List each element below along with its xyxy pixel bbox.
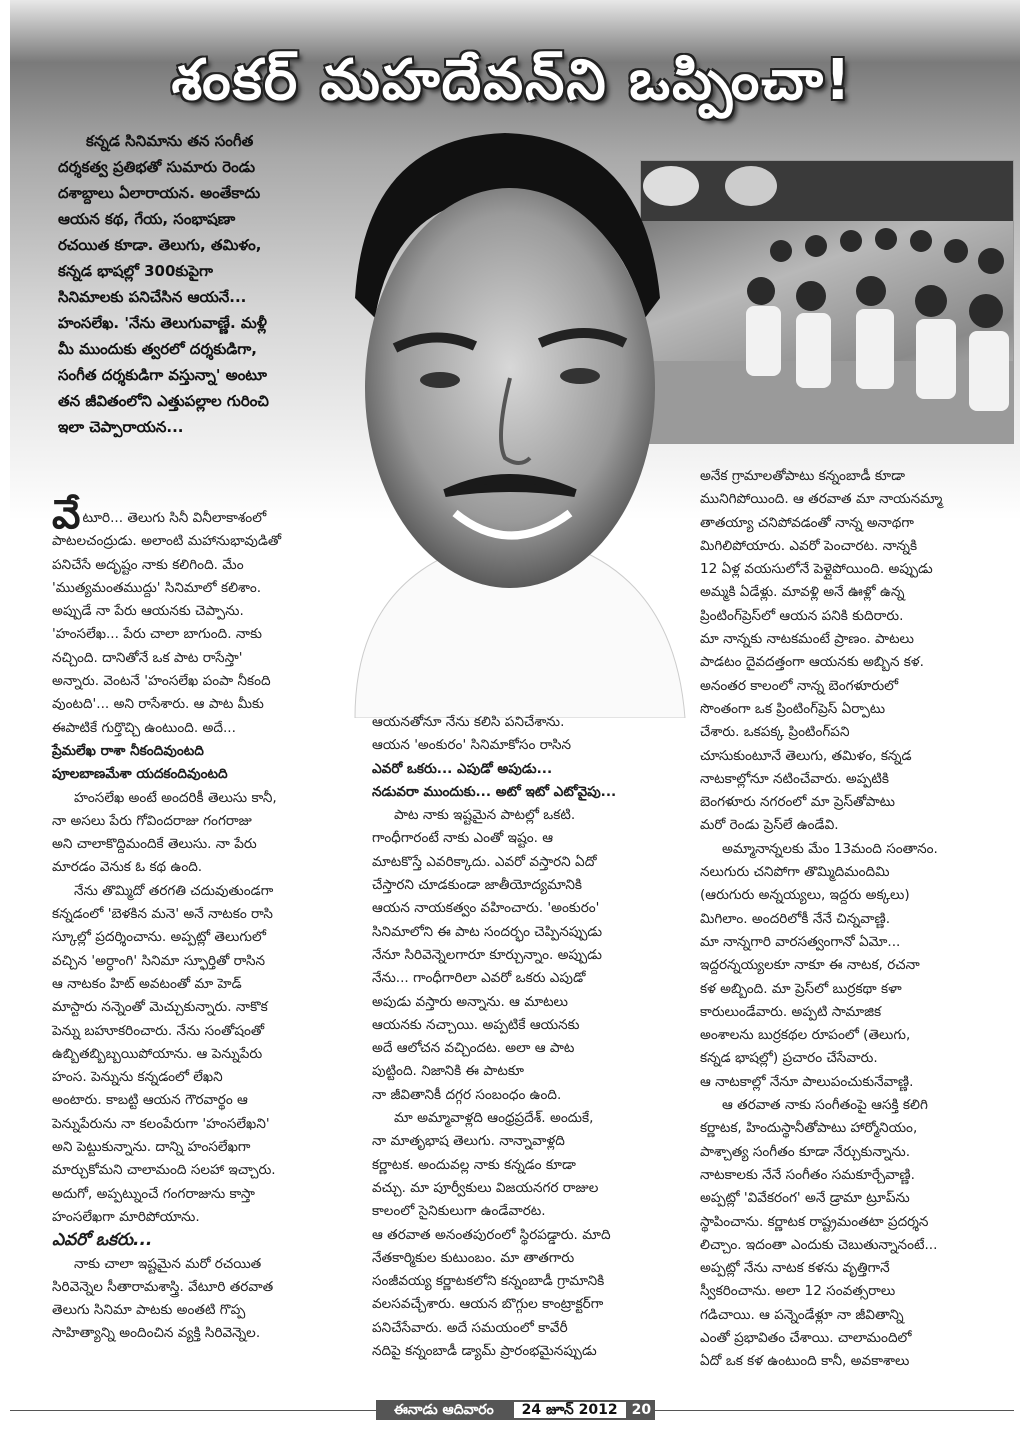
song-lyric-line: పూలబాణమేశా యదకందివుంటది bbox=[52, 766, 228, 783]
text-line: తాతయ్యా చనిపోవడంతో నాన్న అనాథగా bbox=[700, 514, 914, 531]
text-line-rest: టూరి... తెలుగు సినీ వినీలాకాశంలో bbox=[82, 510, 267, 526]
intro-line: కన్నడ సినిమాను తన సంగీత bbox=[86, 132, 254, 150]
article-title: శంకర్ మహదేవన్‌ని ఒప్పించా! bbox=[171, 48, 853, 113]
text-line: అనంతర కాలంలో నాన్న బెంగళూరులో bbox=[700, 677, 899, 694]
text-line: నా అసలు పేరు గోవిందరాజు గంగరాజు bbox=[52, 812, 252, 829]
text-line: కర్ణాటక. అందువల్ల నాకు కన్నడం కూడా bbox=[372, 1156, 576, 1173]
text-line: నేను తొమ్మిదో తరగతి చదువుతుండగా bbox=[74, 882, 274, 899]
text-line: పాడటం దైవదత్తంగా ఆయనకు అబ్బిన కళ. bbox=[700, 654, 924, 671]
intro-line: రచయిత కూడా. తెలుగు, తమిళం, bbox=[58, 236, 262, 254]
song-lyric-line: నడువరా ముందుకు... అటో ఇటో ఎటోవైపు... bbox=[372, 783, 617, 800]
text-line: 'ముత్యమంతముద్దు' సినిమాలో కలిశాం. bbox=[52, 579, 262, 596]
text-line: పాశ్చాత్య సంగీతం కూడా నేర్చుకున్నాను. bbox=[700, 1143, 911, 1160]
text-line: ఆ నాటకాల్లో నేనూ పాలుపంచుకునేవాణ్ణి. bbox=[700, 1073, 914, 1090]
text-line: ప్రింటింగ్‌ప్రెస్‌లో ఆయన పనికి కుదిరారు. bbox=[700, 607, 904, 624]
text-line: ఉబ్బితబ్బిబ్బయిపోయాను. ఆ పెన్నుపేరు bbox=[52, 1045, 263, 1062]
text-line: ఆ నాటకం హిట్ అవటంతో మా హెడ్ bbox=[52, 975, 242, 992]
text-line: చేస్తారని చూడకుండా జాతీయోద్యమానికి bbox=[372, 877, 583, 894]
song-lyric-line: ప్రేమలేఖ రాశా నీకందివుంటది bbox=[52, 742, 204, 759]
text-line: 'హంసలేఖ... పేరు చాలా బాగుంది. నాకు bbox=[52, 626, 262, 643]
text-line: మా అమ్మావాళ్లది ఆంధ్రప్రదేశ్. అందుకే, bbox=[394, 1110, 594, 1127]
text-line: కారులుండేవారు. అప్పటి సామాజిక bbox=[700, 1003, 882, 1020]
text-line: హంసలేఖగా మారిపోయాను. bbox=[52, 1208, 200, 1225]
text-line: అప్పట్లో 'వివేకరంగ' అనే డ్రామా ట్రూప్‌ను bbox=[700, 1190, 910, 1207]
intro-line: దర్శకత్వ ప్రతిభతో సుమారు రెండు bbox=[58, 158, 256, 176]
text-line: పాట నాకు ఇష్టమైన పాటల్లో ఒకటి. bbox=[394, 807, 576, 824]
article-column-2 bbox=[372, 711, 667, 1363]
text-line: ఎంతో ప్రభావితం చేశాయి. చాలామందిలో bbox=[700, 1329, 912, 1346]
text-line: ఆ తరవాత అనంతపురంలో స్థిరపడ్డారు. మాది bbox=[372, 1226, 611, 1243]
group-photo-children bbox=[640, 160, 1014, 444]
drop-cap: వే bbox=[52, 492, 81, 538]
text-line: మార్చుకోమని చాలామంది సలహా ఇచ్చారు. bbox=[52, 1162, 276, 1179]
text-line: పెన్నుపేరును నా కలంపేరుగా 'హంసలేఖని' bbox=[52, 1115, 270, 1132]
text-line: నా మాతృభాష తెలుగు. నాన్నావాళ్లది bbox=[372, 1133, 565, 1150]
text-line: సంజీవయ్య కర్ణాటకలోని కన్నంబాడీ గ్రామానికి bbox=[372, 1273, 605, 1290]
text-line: కళ అబ్బింది. మా ప్రెస్‌లో బుర్రకథా కళా bbox=[700, 980, 902, 997]
intro-line: హంసలేఖ. 'నేను తెలుగువాణ్ణే. మళ్లీ bbox=[58, 314, 267, 332]
text-line: ఆయన నాయకత్వం వహించారు. 'అంకురం' bbox=[372, 900, 600, 917]
text-line: అమ్మానాన్నలకు మేం 13మంది సంతానం. bbox=[722, 840, 938, 857]
text-line: నా జీవితానికీ దగ్గర సంబంధం ఉంది. bbox=[372, 1086, 562, 1103]
text-line: ఆయనకు నచ్చాయి. అప్పటికే ఆయనకు bbox=[372, 1016, 580, 1033]
text-line: నాకు చాలా ఇష్టమైన మరో రచయిత bbox=[74, 1255, 262, 1272]
text-line: అపుడు వస్తారు అన్నాను. ఆ మాటలు bbox=[372, 993, 568, 1010]
portrait-photo-hamsalekha bbox=[315, 118, 695, 718]
footer-date: 24 జూన్ 2012 bbox=[512, 1400, 628, 1420]
intro-line: సంగీత దర్శకుడిగా వస్తున్నా' అంటూ bbox=[58, 366, 267, 384]
text-line: మరో రెండు ప్రెస్‌లే ఉండేవి. bbox=[700, 817, 839, 834]
text-line: పనిచేసే అదృష్టం నాకు కలిగింది. మేం bbox=[52, 556, 244, 573]
text-line: పుట్టింది. నిజానికి ఈ పాటకూ bbox=[372, 1063, 525, 1080]
text-line: కన్నడ భాషల్లో) ప్రచారం చేసేవారు. bbox=[700, 1050, 878, 1067]
text-line: మా నాన్నగారి వారసత్వంగానో ఏమో... bbox=[700, 933, 901, 950]
text-line: సొంతంగా ఒక ప్రింటింగ్‌ప్రెస్ ఏర్పాటు bbox=[700, 700, 886, 717]
text-line: స్కూల్లో ప్రదర్శించాను. అప్పట్లో తెలుగులో bbox=[52, 929, 266, 946]
text-line: హంసలేఖ అంటే అందరికీ తెలుసు కానీ, bbox=[74, 789, 277, 806]
footer-page-number: 20 bbox=[628, 1400, 655, 1420]
text-line: సాహిత్యాన్ని అందించిన వ్యక్తి సిరివెన్నెల. bbox=[52, 1325, 261, 1342]
article-column-3 bbox=[700, 465, 1010, 1374]
article-column-1 bbox=[52, 492, 342, 1346]
text-line: ఆయన 'అంకురం' సినిమాకోసం రాసిన bbox=[372, 737, 572, 754]
text-line: మిగిలిపోయారు. ఎవరో పెంచారట. నాన్నకి bbox=[700, 537, 918, 554]
text-line: చూసుకుంటూనే తెలుగు, తమిళం, కన్నడ bbox=[700, 747, 912, 764]
text-line: తెలుగు సినిమా పాటకు అంతటి గొప్ప bbox=[52, 1302, 246, 1319]
intro-line: తన జీవితంలోని ఎత్తుపల్లాల గురించి bbox=[58, 392, 269, 410]
text-line: వలసవచ్చేశారు. ఆయన బొగ్గుల కాంట్రాక్టర్‌గా bbox=[372, 1296, 604, 1313]
text-line: నేనూ సిరివెన్నెలగారూ కూర్చున్నాం. అప్పుడు bbox=[372, 946, 602, 963]
song-lyric-line: ఎవరో ఒకరు... ఎపుడో అపుడు... bbox=[372, 760, 553, 777]
text-line: ఇద్దరన్నయ్యలకూ నాకూ ఈ నాటక, రచనా bbox=[700, 957, 920, 974]
text-line bbox=[52, 492, 342, 538]
text-line: వచ్చు. మా పూర్వీకులు విజయనగర రాజుల bbox=[372, 1179, 599, 1196]
text-line: కాలంలో సైనికులుగా ఉండేవారట. bbox=[372, 1203, 546, 1220]
text-line: సినిమాలోని ఈ పాట సందర్భం చెప్పినప్పుడు bbox=[372, 923, 603, 940]
text-line: స్థాపించాను. కర్ణాటక రాష్ట్రమంతటా ప్రదర్శన bbox=[700, 1213, 929, 1230]
text-line: మాస్టారు నన్నెంతో మెచ్చుకున్నారు. నాకొక bbox=[52, 999, 268, 1016]
subheading: ఎవరో ఒకరు... bbox=[52, 1230, 153, 1251]
text-line: అమ్మకి ఏడేళ్లు. మావళ్లి అనే ఊళ్లో ఉన్న bbox=[700, 584, 905, 601]
intro-line: ఆయన కథ, గేయ, సంభాషణా bbox=[58, 210, 236, 228]
text-line: అనేక గ్రామాలతోపాటు కన్నంబాడీ కూడా bbox=[700, 468, 905, 484]
text-line: కర్ణాటక, హిందుస్థానీతోపాటు హార్మోనియం, bbox=[700, 1120, 918, 1137]
text-line: అంశాలను బుర్రకథల రూపంలో (తెలుగు, bbox=[700, 1027, 911, 1044]
text-line: అని చాలాకొద్దిమందికే తెలుసు. నా పేరు bbox=[52, 836, 257, 853]
text-line: హంస. పెన్నును కన్నడంలో లేఖని bbox=[52, 1069, 223, 1086]
text-line: అదుగో, అప్పట్నుంచే గంగరాజును కాస్తా bbox=[52, 1185, 255, 1202]
text-line: ఏదో ఒక కళ ఉంటుంది కానీ, అవకాశాలు bbox=[700, 1353, 910, 1370]
text-line: చేశారు. ఒకపక్క ప్రింటింగ్‌పని bbox=[700, 724, 850, 741]
text-line: మిగిలాం. అందరిలోకీ నేనే చిన్నవాణ్ణి. bbox=[700, 910, 891, 927]
intro-line: మీ ముందుకు త్వరలో దర్శకుడిగా, bbox=[58, 340, 257, 358]
text-line: స్వీకరించాను. అలా 12 సంవత్సరాలు bbox=[700, 1283, 896, 1300]
text-line: వచ్చిన 'అర్ధాంగి' సినిమా స్ఫూర్తితో రాసిన bbox=[52, 952, 266, 969]
text-line: ఈపాటికే గుర్తొచ్చి ఉంటుంది. అదే... bbox=[52, 719, 236, 736]
text-line: పాటలచంద్రుడు. అలాంటి మహానుభావుడితో bbox=[52, 533, 282, 550]
text-line: ఆయనతోనూ నేను కలిసి పనిచేశాను. bbox=[372, 714, 565, 730]
text-line: నాటకాల్లోనూ నటించేవారు. అప్పటికి bbox=[700, 770, 889, 787]
text-line: నలుగురు చనిపోగా తొమ్మిదిమందిమి bbox=[700, 864, 890, 881]
text-line: ఆ తరవాత నాకు సంగీతంపై ఆసక్తి కలిగి bbox=[722, 1097, 928, 1114]
text-line: అప్పుడే నా పేరు ఆయనకు చెప్పాను. bbox=[52, 603, 244, 620]
text-line: పనిచేసేవారు. అదే సమయంలో కావేరీ bbox=[372, 1319, 568, 1336]
text-line: గాంధీగారంటే నాకు ఎంతో ఇష్టం. ఆ bbox=[372, 830, 554, 847]
text-line: వుంటది'... అని రాసేశారు. ఆ పాట మీకు bbox=[52, 696, 264, 713]
text-line: మారడం వెనుక ఓ కథ ఉంది. bbox=[52, 859, 203, 876]
text-line: అదే ఆలోచన వచ్చిందట. అలా ఆ పాట bbox=[372, 1040, 575, 1057]
text-line: నేతకార్మికుల కుటుంబం. మా తాతగారు bbox=[372, 1249, 575, 1266]
intro-line: కన్నడ భాషల్లో 300కుపైగా bbox=[58, 262, 213, 280]
text-line: నదిపై కన్నంబాడీ డ్యామ్ ప్రారంభమైనప్పుడు bbox=[372, 1343, 597, 1360]
text-line: అంటారు. కాబట్టి ఆయన గౌరవార్థం ఆ bbox=[52, 1092, 248, 1109]
text-line: అప్పట్లో నేను నాటక కళను వృత్తిగానే bbox=[700, 1260, 890, 1277]
text-line: 12 ఏళ్ల వయసులోనే పెళ్లైపోయింది. అప్పుడు bbox=[700, 561, 933, 578]
text-line: అని పెట్టుకున్నాను. దాన్ని హంసలేఖగా bbox=[52, 1139, 251, 1156]
text-line: సిరివెన్నెల సీతారామశాస్త్రి. వేటూరి తరవాత bbox=[52, 1278, 274, 1295]
text-line: (ఆరుగురు అన్నయ్యలు, ఇద్దరు అక్కలు) bbox=[700, 887, 910, 904]
page-footer bbox=[376, 1400, 655, 1420]
article-intro bbox=[58, 128, 348, 440]
text-line: మా నాన్నకు నాటకమంటే ప్రాణం. పాటలు bbox=[700, 631, 914, 648]
text-line: కన్నడంలో 'బెళకిన మనె' అనే నాటకం రాసి bbox=[52, 906, 273, 923]
text-line: లిచ్చాం. ఇదంతా ఎందుకు చెబుతున్నానంటే... bbox=[700, 1236, 938, 1253]
text-line: నాటకాలకు నేనే సంగీతం సమకూర్చేవాణ్ణి. bbox=[700, 1166, 915, 1183]
intro-line: దశాబ్దాలు ఏలారాయన. అంతేకాదు bbox=[58, 184, 261, 202]
text-line: మాటకొస్తే ఎవరిక్కాదు. ఎవరో వస్తారని ఏదో bbox=[372, 853, 597, 870]
text-line: పెన్ను బహూకరించారు. నేను సంతోషంతో bbox=[52, 1022, 265, 1039]
text-line: అన్నారు. వెంటనే 'హంసలేఖ పంపా నీకంది bbox=[52, 673, 271, 690]
intro-line: ఇలా చెప్పారాయన... bbox=[58, 418, 184, 436]
text-line: గడిచాయి. ఆ పన్నెండేళ్లూ నా జీవితాన్ని bbox=[700, 1306, 904, 1323]
text-line: నచ్చింది. దానితోనే ఒక పాట రాసేస్తా' bbox=[52, 649, 243, 666]
footer-publication: ఈనాడు ఆదివారం bbox=[376, 1400, 512, 1420]
text-line: నేను... గాంధీగారిలా ఎవరో ఒకరు ఎపుడో bbox=[372, 970, 586, 987]
text-line: బెంగళూరు నగరంలో మా ప్రెస్‌తోపాటు bbox=[700, 794, 895, 811]
text-line: మునిగిపోయింది. ఆ తరవాత మా నాయనమ్మా bbox=[700, 491, 943, 508]
intro-line: సినిమాలకు పనిచేసిన ఆయనే... bbox=[58, 288, 247, 306]
